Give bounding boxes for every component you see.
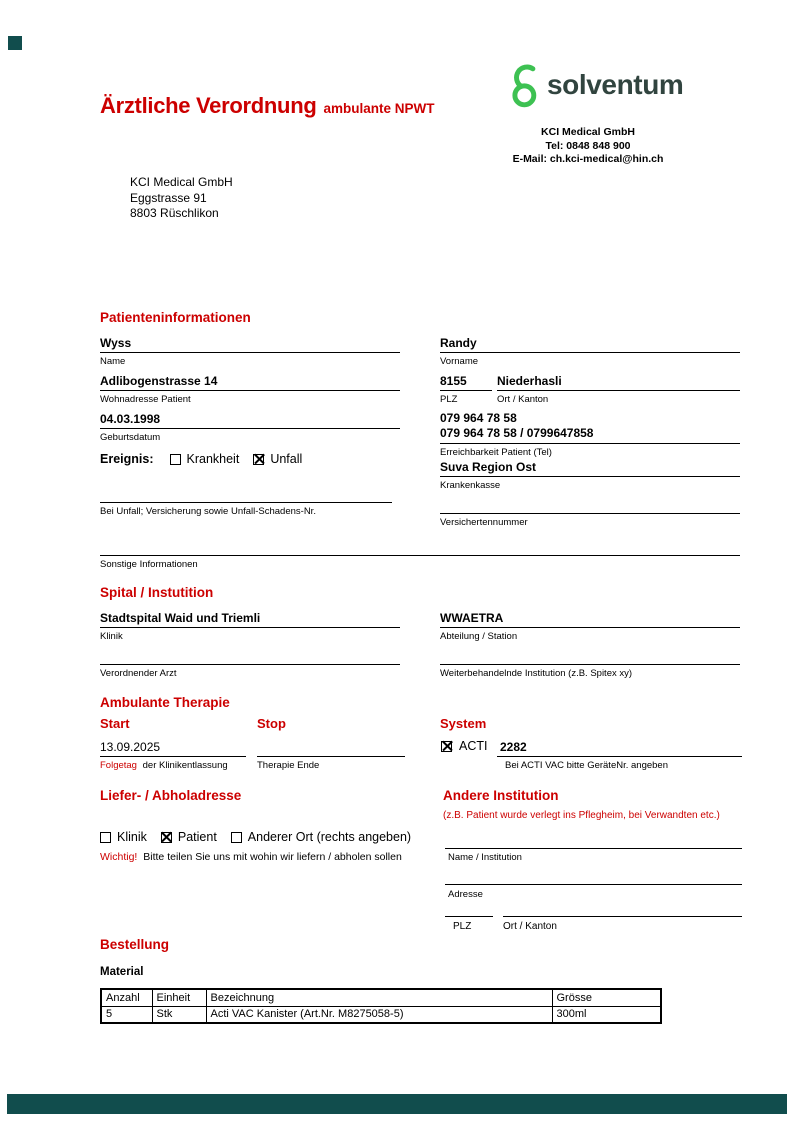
checkbox-acti-label: ACTI [459,739,488,753]
checkbox-acti[interactable] [441,741,452,752]
therapy-stop-heading: Stop [257,716,286,731]
delivery-note-rest: Bitte teilen Sie uns mit wohin wir liefern / abholen sollen [143,851,402,863]
corner-brand-mark [8,36,22,50]
checkbox-unfall-label: Unfall [270,452,303,466]
section-heading-hospital: Spital / Instutition [100,585,214,600]
recipient-line: 8803 Rüschlikon [130,206,219,220]
col-header-einheit: Einheit [152,989,206,1006]
phone-line1: 079 964 78 58 [440,411,517,425]
page-title-main: Ärztliche Verordnung [100,93,317,118]
plz-value: 8155 [440,374,467,388]
other-institution-city-field[interactable] [503,895,742,917]
other-institution-address-label: Adresse [448,889,483,900]
phone-label: Erreichbarkeit Patient (Tel) [440,447,552,458]
accident-insurance-label: Bei Unfall; Versicherung sowie Unfall-Schadens-Nr. [100,506,316,517]
other-info-field[interactable] [100,534,740,556]
checkbox-anderer-ort[interactable] [231,832,242,843]
therapy-start-heading: Start [100,716,130,731]
page-title [100,93,435,119]
cell-anzahl: 5 [101,1006,152,1023]
solventum-logo [505,62,683,108]
col-header-bezeichnung: Bezeichnung [206,989,552,1006]
section-heading-therapy: Ambulante Therapie [100,695,230,710]
phone-field[interactable] [440,408,740,444]
address-value: Adlibogenstrasse 14 [100,374,218,388]
contact-tel: Tel: 0848 848 900 [545,139,631,152]
contact-company: KCI Medical GmbH [541,126,635,138]
therapy-start-value: 13.09.2025 [100,740,161,754]
other-info-label: Sonstige Informationen [100,559,198,570]
checkbox-klinik-label: Klinik [117,830,147,844]
therapy-start-label-red: Folgetag [100,760,137,771]
firstname-label: Vorname [440,356,479,367]
name-label: Name [100,356,126,367]
accident-insurance-field[interactable] [100,481,392,503]
system-device-value: 2282 [500,740,527,754]
insurance-number-field[interactable] [440,492,740,514]
checkbox-krankheit[interactable] [170,454,181,465]
checkbox-patient[interactable] [161,832,172,843]
birthdate-value: 04.03.1998 [100,412,161,426]
insurance-field[interactable] [440,455,740,477]
doctor-label: Verordnender Arzt [100,668,177,679]
insurance-value: Suva Region Ost [440,460,537,474]
phone-line2: 079 964 78 58 / 0799647858 [440,426,594,440]
checkbox-unfall[interactable] [253,454,264,465]
clinic-field[interactable] [100,606,400,628]
cell-bezeichnung: Acti VAC Kanister (Art.Nr. M8275058-5) [206,1006,552,1023]
firstname-field[interactable] [440,331,740,353]
section-heading-patient: Patienteninformationen [100,310,251,325]
solventum-wordmark: solventum [547,69,684,100]
col-header-groesse: Grösse [552,989,661,1006]
delivery-note [100,851,402,863]
section-heading-delivery: Liefer- / Abholadresse [100,788,242,803]
event-row [100,452,316,466]
insurance-number-label: Versichertennummer [440,517,528,528]
therapy-start-label-rest: der Klinikentlassung [142,760,228,771]
other-institution-subnote: (z.B. Patient wurde verlegt ins Pflegheim, bei Verwandten etc.) [443,810,720,821]
therapy-stop-field[interactable] [257,735,405,757]
other-institution-plz-field[interactable] [445,895,493,917]
material-table-row [101,1006,661,1023]
section-heading-other-institution: Andere Institution [443,788,559,803]
material-table [100,988,662,1024]
section-heading-order: Bestellung [100,937,170,952]
firstname-value: Randy [440,336,477,350]
doctor-field[interactable] [100,643,400,665]
plz-field[interactable] [440,369,492,391]
name-value: Wyss [100,336,132,350]
address-label: Wohnadresse Patient [100,394,191,405]
followup-institution-label: Weiterbehandelnde Institution (z.B. Spitex xy) [440,668,633,679]
material-subheading: Material [100,966,144,978]
other-institution-name-label: Name / Institution [448,852,522,863]
therapy-start-label [100,760,228,771]
other-institution-address-field[interactable] [445,863,742,885]
col-header-anzahl: Anzahl [101,989,152,1006]
checkbox-krankheit-label: Krankheit [186,452,240,466]
system-device-field[interactable] [497,735,742,757]
delivery-note-red: Wichtig! [100,851,138,863]
city-field[interactable] [497,369,740,391]
other-institution-city-label: Ort / Kanton [503,921,557,932]
cell-groesse: 300ml [552,1006,661,1023]
checkbox-klinik[interactable] [100,832,111,843]
plz-label: PLZ [440,394,458,405]
cell-einheit: Stk [152,1006,206,1023]
contact-email: E-Mail: ch.kci-medical@hin.ch [512,153,664,165]
insurance-label: Krankenkasse [440,480,501,491]
birthdate-label: Geburtsdatum [100,432,161,443]
therapy-start-field[interactable] [100,735,246,757]
city-label: Ort / Kanton [497,394,549,405]
phone-values [440,411,593,441]
footer-brand-bar [7,1094,787,1114]
recipient-line: KCI Medical GmbH [130,175,233,189]
clinic-value: Stadtspital Waid und Triemli [100,611,261,625]
department-value: WWAETRA [440,611,504,625]
clinic-label: Klinik [100,631,123,642]
checkbox-patient-label: Patient [177,830,217,844]
name-field[interactable] [100,331,400,353]
department-field[interactable] [440,606,740,628]
delivery-options-row [100,830,425,844]
other-institution-name-field[interactable] [445,827,742,849]
material-table-header-row [101,989,661,1006]
page-title-suffix: ambulante NPWT [323,101,435,116]
therapy-system-heading: System [440,716,487,731]
city-value: Niederhasli [497,374,562,388]
solventum-s-icon [505,62,541,108]
therapy-stop-label: Therapie Ende [257,760,320,771]
checkbox-anderer-ort-label: Anderer Ort (rechts angeben) [247,830,412,844]
recipient-address [130,175,233,222]
event-label: Ereignis: [100,452,154,466]
contact-block [448,126,728,167]
followup-institution-field[interactable] [440,643,740,665]
recipient-line: Eggstrasse 91 [130,190,207,205]
other-institution-plz-label: PLZ [453,921,472,932]
system-acti-row [441,739,487,753]
department-label: Abteilung / Station [440,631,518,642]
address-field[interactable] [100,369,400,391]
birthdate-field[interactable] [100,407,400,429]
system-device-note: Bei ACTI VAC bitte GeräteNr. angeben [505,760,668,771]
